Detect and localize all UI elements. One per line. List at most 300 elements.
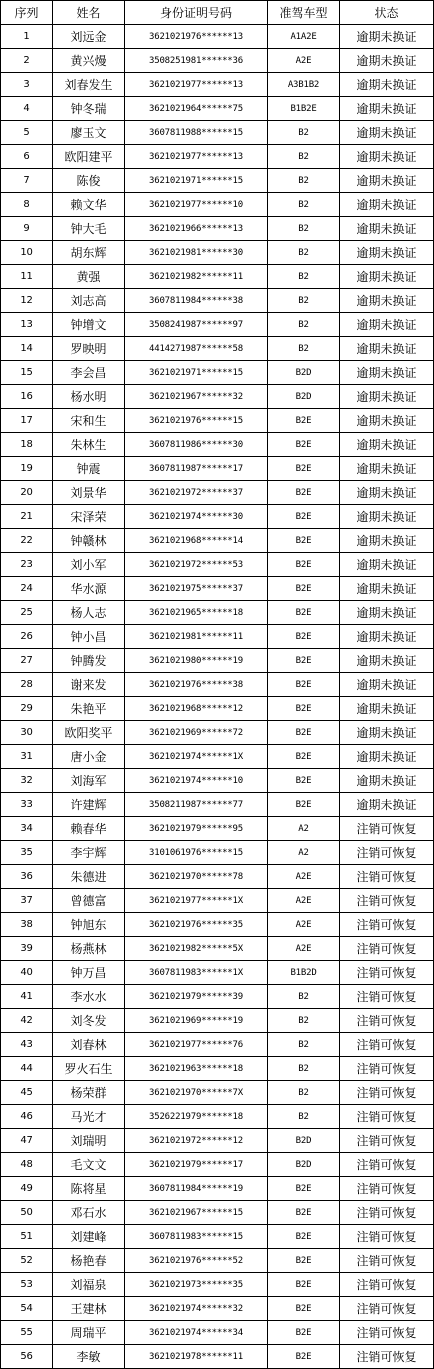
cell-seq: 29 (1, 697, 53, 721)
cell-id-number: 3621021966******13 (125, 217, 268, 241)
cell-seq: 1 (1, 25, 53, 49)
table-row (1, 889, 434, 913)
cell-seq: 33 (1, 793, 53, 817)
cell-id-number: 3621021973******35 (125, 1273, 268, 1297)
table-row (1, 241, 434, 265)
cell-seq: 48 (1, 1153, 53, 1177)
cell-id-number: 3621021968******12 (125, 697, 268, 721)
cell-seq: 42 (1, 1009, 53, 1033)
cell-id-number: 3621021970******78 (125, 865, 268, 889)
cell-seq: 40 (1, 961, 53, 985)
cell-seq: 56 (1, 1345, 53, 1369)
table-row (1, 433, 434, 457)
cell-license-class: B2E (268, 553, 340, 577)
cell-status: 注销可恢复 (340, 1153, 434, 1177)
cell-license-class: B2E (268, 505, 340, 529)
table-row (1, 145, 434, 169)
cell-seq: 49 (1, 1177, 53, 1201)
table-row (1, 1297, 434, 1321)
header-name: 姓名 (53, 1, 125, 25)
cell-id-number: 3621021972******12 (125, 1129, 268, 1153)
cell-status: 注销可恢复 (340, 961, 434, 985)
cell-id-number: 3621021974******1X (125, 745, 268, 769)
cell-seq: 32 (1, 769, 53, 793)
cell-seq: 53 (1, 1273, 53, 1297)
cell-name: 钟腾发 (53, 649, 125, 673)
table-row (1, 385, 434, 409)
cell-status: 逾期未换证 (340, 601, 434, 625)
cell-license-class: B2E (268, 769, 340, 793)
table-row (1, 1033, 434, 1057)
cell-license-class: B2E (268, 1273, 340, 1297)
cell-license-class: A1A2E (268, 25, 340, 49)
table-row (1, 1105, 434, 1129)
cell-status: 注销可恢复 (340, 1273, 434, 1297)
cell-name: 刘冬发 (53, 1009, 125, 1033)
cell-status: 逾期未换证 (340, 529, 434, 553)
cell-name: 邓石水 (53, 1201, 125, 1225)
cell-seq: 24 (1, 577, 53, 601)
cell-name: 刘景华 (53, 481, 125, 505)
cell-name: 胡东辉 (53, 241, 125, 265)
table-row (1, 985, 434, 1009)
cell-name: 钟赣林 (53, 529, 125, 553)
cell-name: 杨荣群 (53, 1081, 125, 1105)
cell-id-number: 3621021980******19 (125, 649, 268, 673)
cell-seq: 6 (1, 145, 53, 169)
cell-status: 逾期未换证 (340, 385, 434, 409)
table-row (1, 841, 434, 865)
cell-status: 逾期未换证 (340, 25, 434, 49)
cell-status: 逾期未换证 (340, 289, 434, 313)
cell-license-class: B2E (268, 433, 340, 457)
cell-id-number: 3621021981******11 (125, 625, 268, 649)
cell-status: 逾期未换证 (340, 481, 434, 505)
cell-license-class: B2E (268, 745, 340, 769)
cell-seq: 8 (1, 193, 53, 217)
cell-id-number: 4414271987******58 (125, 337, 268, 361)
cell-license-class: B1B2E (268, 97, 340, 121)
cell-status: 逾期未换证 (340, 505, 434, 529)
table-row (1, 169, 434, 193)
cell-id-number: 3607811983******1X (125, 961, 268, 985)
cell-license-class: B2 (268, 1033, 340, 1057)
table-row (1, 193, 434, 217)
cell-status: 逾期未换证 (340, 457, 434, 481)
cell-id-number: 3101061976******15 (125, 841, 268, 865)
cell-status: 逾期未换证 (340, 73, 434, 97)
cell-seq: 38 (1, 913, 53, 937)
cell-name: 谢来发 (53, 673, 125, 697)
cell-seq: 3 (1, 73, 53, 97)
cell-license-class: B1B2D (268, 961, 340, 985)
cell-id-number: 3621021969******19 (125, 1009, 268, 1033)
cell-name: 刘远金 (53, 25, 125, 49)
cell-name: 黄强 (53, 265, 125, 289)
cell-name: 华水源 (53, 577, 125, 601)
table-row (1, 49, 434, 73)
cell-license-class: B2E (268, 625, 340, 649)
table-row (1, 1081, 434, 1105)
cell-license-class: A2 (268, 817, 340, 841)
cell-id-number: 3621021974******30 (125, 505, 268, 529)
table-row (1, 313, 434, 337)
cell-id-number: 3621021974******32 (125, 1297, 268, 1321)
table-row (1, 577, 434, 601)
cell-name: 王建林 (53, 1297, 125, 1321)
cell-license-class: B2E (268, 793, 340, 817)
cell-status: 注销可恢复 (340, 985, 434, 1009)
cell-license-class: B2 (268, 217, 340, 241)
cell-license-class: B2D (268, 361, 340, 385)
cell-license-class: B2 (268, 145, 340, 169)
cell-license-class: A2E (268, 49, 340, 73)
cell-seq: 20 (1, 481, 53, 505)
cell-name: 钟旭东 (53, 913, 125, 937)
table-row (1, 1177, 434, 1201)
cell-id-number: 3621021974******10 (125, 769, 268, 793)
cell-status: 逾期未换证 (340, 217, 434, 241)
table-row (1, 817, 434, 841)
table-row (1, 409, 434, 433)
cell-id-number: 3621021976******52 (125, 1249, 268, 1273)
cell-status: 注销可恢复 (340, 1009, 434, 1033)
cell-name: 钟震 (53, 457, 125, 481)
cell-status: 逾期未换证 (340, 265, 434, 289)
table-row (1, 457, 434, 481)
cell-seq: 13 (1, 313, 53, 337)
table-row (1, 1009, 434, 1033)
table-row (1, 121, 434, 145)
cell-seq: 11 (1, 265, 53, 289)
cell-license-class: B2 (268, 337, 340, 361)
cell-id-number: 3508241987******97 (125, 313, 268, 337)
cell-id-number: 3621021977******10 (125, 193, 268, 217)
table-row (1, 289, 434, 313)
cell-status: 注销可恢复 (340, 1033, 434, 1057)
cell-id-number: 3621021976******38 (125, 673, 268, 697)
cell-seq: 23 (1, 553, 53, 577)
cell-license-class: B2 (268, 1057, 340, 1081)
table-row (1, 1321, 434, 1345)
cell-seq: 47 (1, 1129, 53, 1153)
cell-license-class: B2E (268, 481, 340, 505)
cell-id-number: 3621021982******5X (125, 937, 268, 961)
cell-status: 注销可恢复 (340, 1129, 434, 1153)
cell-name: 钟小昌 (53, 625, 125, 649)
cell-seq: 4 (1, 97, 53, 121)
cell-seq: 27 (1, 649, 53, 673)
cell-status: 逾期未换证 (340, 313, 434, 337)
cell-license-class: B2 (268, 193, 340, 217)
cell-id-number: 3621021979******17 (125, 1153, 268, 1177)
cell-id-number: 3607811988******15 (125, 121, 268, 145)
table-row (1, 649, 434, 673)
cell-seq: 55 (1, 1321, 53, 1345)
cell-status: 逾期未换证 (340, 745, 434, 769)
cell-seq: 16 (1, 385, 53, 409)
cell-seq: 19 (1, 457, 53, 481)
cell-status: 逾期未换证 (340, 673, 434, 697)
cell-status: 逾期未换证 (340, 433, 434, 457)
cell-name: 杨艳春 (53, 1249, 125, 1273)
cell-status: 逾期未换证 (340, 49, 434, 73)
cell-license-class: B2D (268, 1153, 340, 1177)
table-row (1, 529, 434, 553)
cell-status: 注销可恢复 (340, 1249, 434, 1273)
cell-status: 逾期未换证 (340, 193, 434, 217)
cell-seq: 36 (1, 865, 53, 889)
cell-seq: 43 (1, 1033, 53, 1057)
cell-seq: 45 (1, 1081, 53, 1105)
cell-status: 逾期未换证 (340, 793, 434, 817)
table-row (1, 673, 434, 697)
cell-id-number: 3621021977******76 (125, 1033, 268, 1057)
cell-id-number: 3621021974******34 (125, 1321, 268, 1345)
cell-name: 钟万昌 (53, 961, 125, 985)
cell-status: 逾期未换证 (340, 721, 434, 745)
cell-status: 逾期未换证 (340, 241, 434, 265)
cell-license-class: B2E (268, 601, 340, 625)
cell-status: 逾期未换证 (340, 553, 434, 577)
table-row (1, 217, 434, 241)
cell-status: 注销可恢复 (340, 865, 434, 889)
cell-status: 注销可恢复 (340, 1321, 434, 1345)
cell-seq: 14 (1, 337, 53, 361)
table-row (1, 1057, 434, 1081)
table-row (1, 913, 434, 937)
cell-name: 宋和生 (53, 409, 125, 433)
cell-status: 逾期未换证 (340, 409, 434, 433)
cell-status: 逾期未换证 (340, 145, 434, 169)
cell-status: 逾期未换证 (340, 577, 434, 601)
cell-name: 陈俊 (53, 169, 125, 193)
table-row (1, 73, 434, 97)
cell-license-class: B2E (268, 721, 340, 745)
table-row (1, 1345, 434, 1369)
cell-license-class: B2E (268, 1201, 340, 1225)
cell-name: 杨燕林 (53, 937, 125, 961)
cell-license-class: B2E (268, 457, 340, 481)
cell-name: 周瑞平 (53, 1321, 125, 1345)
cell-seq: 37 (1, 889, 53, 913)
cell-name: 欧阳建平 (53, 145, 125, 169)
table-row (1, 1201, 434, 1225)
cell-id-number: 3621021967******32 (125, 385, 268, 409)
cell-seq: 10 (1, 241, 53, 265)
table-row (1, 553, 434, 577)
cell-id-number: 3621021981******30 (125, 241, 268, 265)
cell-id-number: 3621021971******15 (125, 169, 268, 193)
cell-id-number: 3621021970******7X (125, 1081, 268, 1105)
cell-name: 刘海军 (53, 769, 125, 793)
cell-id-number: 3621021964******75 (125, 97, 268, 121)
table-row (1, 361, 434, 385)
cell-id-number: 3621021977******13 (125, 73, 268, 97)
header-id-number: 身份证明号码 (125, 1, 268, 25)
cell-seq: 46 (1, 1105, 53, 1129)
table-row (1, 745, 434, 769)
header-license-class: 准驾车型 (268, 1, 340, 25)
table-row (1, 625, 434, 649)
cell-status: 逾期未换证 (340, 697, 434, 721)
cell-id-number: 3508251981******36 (125, 49, 268, 73)
table-row (1, 337, 434, 361)
cell-name: 朱德进 (53, 865, 125, 889)
cell-name: 李会昌 (53, 361, 125, 385)
header-status: 状态 (340, 1, 434, 25)
cell-seq: 17 (1, 409, 53, 433)
cell-license-class: A2E (268, 889, 340, 913)
cell-license-class: B2 (268, 265, 340, 289)
table-row (1, 721, 434, 745)
cell-id-number: 3621021975******37 (125, 577, 268, 601)
cell-name: 李水水 (53, 985, 125, 1009)
cell-seq: 12 (1, 289, 53, 313)
cell-id-number: 3607811986******30 (125, 433, 268, 457)
cell-name: 李敏 (53, 1345, 125, 1369)
cell-name: 杨水明 (53, 385, 125, 409)
cell-status: 注销可恢复 (340, 1177, 434, 1201)
cell-name: 许建辉 (53, 793, 125, 817)
cell-name: 宋泽荣 (53, 505, 125, 529)
cell-license-class: B2 (268, 121, 340, 145)
cell-status: 逾期未换证 (340, 337, 434, 361)
cell-status: 注销可恢复 (340, 913, 434, 937)
cell-name: 曾德富 (53, 889, 125, 913)
header-row (1, 1, 434, 25)
cell-seq: 22 (1, 529, 53, 553)
cell-license-class: A2E (268, 913, 340, 937)
table-row (1, 1129, 434, 1153)
cell-id-number: 3621021963******18 (125, 1057, 268, 1081)
cell-name: 钟大毛 (53, 217, 125, 241)
cell-license-class: B2 (268, 1081, 340, 1105)
cell-license-class: B2E (268, 697, 340, 721)
cell-seq: 34 (1, 817, 53, 841)
cell-id-number: 3607811984******38 (125, 289, 268, 313)
cell-status: 注销可恢复 (340, 1297, 434, 1321)
cell-id-number: 3621021972******37 (125, 481, 268, 505)
cell-license-class: A2E (268, 937, 340, 961)
cell-seq: 2 (1, 49, 53, 73)
cell-seq: 5 (1, 121, 53, 145)
cell-id-number: 3621021968******14 (125, 529, 268, 553)
table-row (1, 769, 434, 793)
cell-license-class: B2D (268, 385, 340, 409)
cell-license-class: B2E (268, 1177, 340, 1201)
cell-seq: 41 (1, 985, 53, 1009)
cell-status: 逾期未换证 (340, 169, 434, 193)
table-row (1, 865, 434, 889)
header-seq: 序列 (1, 1, 53, 25)
cell-seq: 7 (1, 169, 53, 193)
cell-id-number: 3621021978******11 (125, 1345, 268, 1369)
cell-status: 注销可恢复 (340, 1201, 434, 1225)
cell-name: 唐小金 (53, 745, 125, 769)
cell-id-number: 3621021976******15 (125, 409, 268, 433)
cell-license-class: A2 (268, 841, 340, 865)
cell-name: 马光才 (53, 1105, 125, 1129)
cell-seq: 35 (1, 841, 53, 865)
table-body (1, 25, 434, 1369)
cell-id-number: 3621021972******53 (125, 553, 268, 577)
cell-license-class: B2 (268, 1009, 340, 1033)
cell-status: 注销可恢复 (340, 817, 434, 841)
cell-license-class: B2E (268, 409, 340, 433)
cell-license-class: B2E (268, 1225, 340, 1249)
cell-id-number: 3621021979******95 (125, 817, 268, 841)
cell-name: 赖春华 (53, 817, 125, 841)
cell-license-class: B2 (268, 169, 340, 193)
table-row (1, 481, 434, 505)
cell-status: 注销可恢复 (340, 937, 434, 961)
cell-id-number: 3621021977******13 (125, 145, 268, 169)
cell-license-class: B2 (268, 289, 340, 313)
cell-name: 钟冬瑞 (53, 97, 125, 121)
cell-name: 刘瑞明 (53, 1129, 125, 1153)
cell-license-class: B2E (268, 1321, 340, 1345)
cell-status: 逾期未换证 (340, 361, 434, 385)
cell-name: 刘建峰 (53, 1225, 125, 1249)
table-row (1, 1153, 434, 1177)
table-row (1, 505, 434, 529)
cell-name: 罗火石生 (53, 1057, 125, 1081)
cell-license-class: A3B1B2 (268, 73, 340, 97)
cell-name: 钟增文 (53, 313, 125, 337)
cell-license-class: B2E (268, 649, 340, 673)
table-row (1, 1273, 434, 1297)
cell-id-number: 3526221979******18 (125, 1105, 268, 1129)
cell-name: 刘小军 (53, 553, 125, 577)
cell-id-number: 3607811984******19 (125, 1177, 268, 1201)
cell-license-class: B2 (268, 313, 340, 337)
cell-name: 刘春发生 (53, 73, 125, 97)
cell-id-number: 3508211987******77 (125, 793, 268, 817)
cell-status: 逾期未换证 (340, 625, 434, 649)
cell-license-class: B2 (268, 1105, 340, 1129)
table-row (1, 697, 434, 721)
cell-seq: 18 (1, 433, 53, 457)
cell-status: 注销可恢复 (340, 1105, 434, 1129)
cell-seq: 9 (1, 217, 53, 241)
cell-seq: 21 (1, 505, 53, 529)
table-row (1, 97, 434, 121)
cell-status: 注销可恢复 (340, 1081, 434, 1105)
cell-status: 逾期未换证 (340, 121, 434, 145)
cell-license-class: B2 (268, 985, 340, 1009)
cell-name: 朱艳平 (53, 697, 125, 721)
cell-license-class: B2E (268, 529, 340, 553)
cell-name: 朱林生 (53, 433, 125, 457)
cell-id-number: 3621021979******39 (125, 985, 268, 1009)
cell-license-class: B2E (268, 577, 340, 601)
cell-name: 陈将星 (53, 1177, 125, 1201)
cell-name: 欧阳奖平 (53, 721, 125, 745)
cell-seq: 50 (1, 1201, 53, 1225)
cell-id-number: 3621021982******11 (125, 265, 268, 289)
table-row (1, 1225, 434, 1249)
cell-name: 刘春林 (53, 1033, 125, 1057)
cell-license-class: A2E (268, 865, 340, 889)
cell-seq: 15 (1, 361, 53, 385)
cell-license-class: B2 (268, 241, 340, 265)
cell-id-number: 3621021977******1X (125, 889, 268, 913)
cell-name: 刘志高 (53, 289, 125, 313)
cell-status: 注销可恢复 (340, 1057, 434, 1081)
cell-seq: 51 (1, 1225, 53, 1249)
cell-status: 注销可恢复 (340, 1225, 434, 1249)
